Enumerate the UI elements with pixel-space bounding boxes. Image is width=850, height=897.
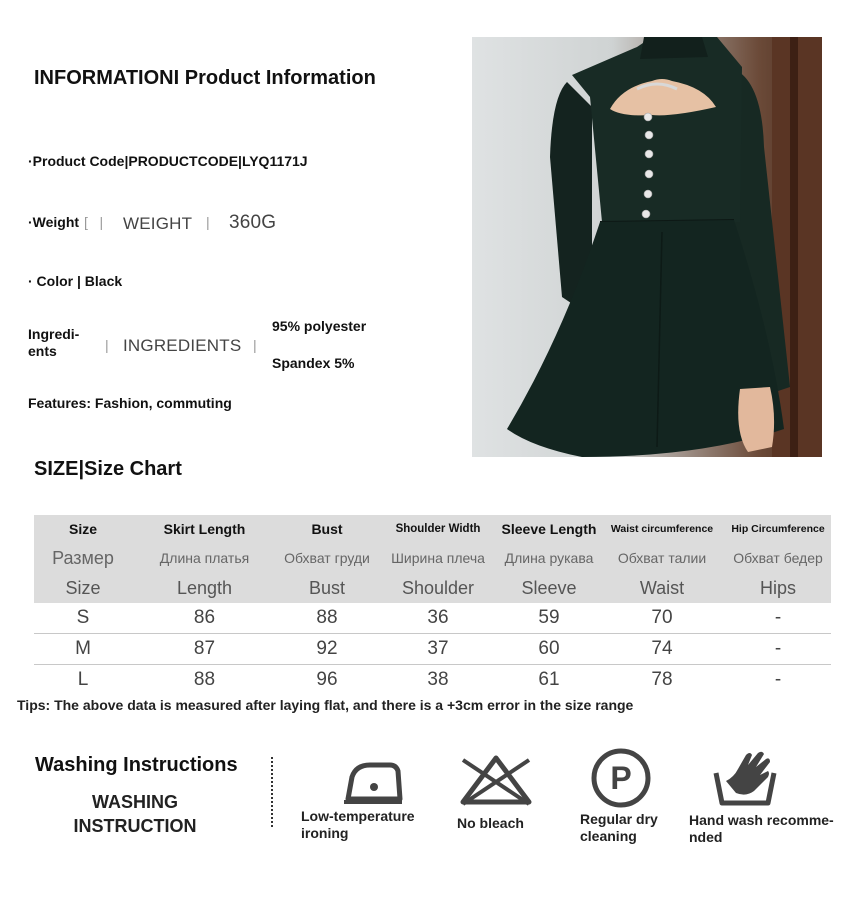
divider <box>271 757 273 827</box>
table-header-cell: Length <box>132 573 277 603</box>
ingredient-1: 95% polyester <box>272 318 367 334</box>
table-header-cell: Hip Circumference <box>725 515 831 543</box>
size-table <box>34 515 831 695</box>
dress-illustration <box>472 37 822 457</box>
table-header-cell: Размер <box>34 543 132 573</box>
table-cell: 36 <box>377 603 499 634</box>
ingredients-en: INGREDIENTS <box>123 336 242 355</box>
table-header-cell: Hips <box>725 573 831 603</box>
no-bleach-icon <box>457 752 535 813</box>
care-label: Hand wash recomme-nded <box>689 812 834 845</box>
table-cell: - <box>725 603 831 634</box>
table-row <box>34 603 831 634</box>
weight-en: WEIGHT <box>123 214 193 233</box>
color-info: · Color | Black <box>28 273 123 289</box>
separator: | <box>105 337 109 353</box>
table-header-cell: Ширина плеча <box>377 543 499 573</box>
table-cell: 88 <box>193 669 216 690</box>
table-header-cell: Sleeve Length <box>499 515 599 543</box>
svg-text:P: P <box>610 760 632 796</box>
table-header-cell: Обхват груди <box>277 543 377 573</box>
table-cell: M <box>34 634 132 665</box>
size-tips: Tips: The above data is measured after laying flat, and there is a +3cm error in the size range <box>17 697 634 713</box>
table-cell: 37 <box>377 634 499 665</box>
washing-title: Washing Instructions <box>35 754 238 776</box>
table-header-cell: Длина платья <box>132 543 277 573</box>
table-cell: 86 <box>132 603 277 634</box>
hand-wash-icon <box>712 747 778 814</box>
washing-subtitle: WASHING INSTRUCTION <box>73 792 197 836</box>
table-cell: 78 <box>651 669 673 690</box>
table-header-cell: Bust <box>277 515 377 543</box>
table-cell: L <box>77 669 89 690</box>
table-header-cell: Skirt Length <box>132 515 277 543</box>
table-header-cell: Shoulder <box>377 573 499 603</box>
info-title: INFORMATIONI Product Information <box>34 67 376 89</box>
care-label: Low-temperature ironing <box>301 808 415 841</box>
table-header-cell: Обхват бедер <box>725 543 831 573</box>
features-info: Features: Fashion, commuting <box>28 395 232 411</box>
weight-label: ·Weight <box>28 214 80 230</box>
table-header-row-short <box>34 573 831 603</box>
table-header-cell: Waist <box>599 573 725 603</box>
table-cell: 88 <box>277 603 377 634</box>
ingredient-2: Spandex 5% <box>272 355 355 371</box>
size-chart-title: SIZE|Size Chart <box>34 458 182 480</box>
separator: | <box>253 337 257 353</box>
table-header-cell: Shoulder Width <box>377 515 499 543</box>
table-cell: 96 <box>316 669 338 690</box>
table-cell: - <box>774 669 782 690</box>
table-row <box>34 634 831 665</box>
table-header-cell: Waist circumference <box>599 515 725 543</box>
table-cell: - <box>725 634 831 665</box>
table-cell: S <box>34 603 132 634</box>
table-header-cell: Bust <box>277 573 377 603</box>
care-label: No bleach <box>457 815 524 831</box>
low-temperature-iron-icon <box>340 755 404 810</box>
table-header-cell: Sleeve <box>499 573 599 603</box>
table-cell: 59 <box>499 603 599 634</box>
table-cell: 74 <box>599 634 725 665</box>
table-header-cell: Обхват талии <box>599 543 725 573</box>
product-photo <box>472 37 822 457</box>
table-header-row-en <box>34 515 831 543</box>
table-cell: 92 <box>277 634 377 665</box>
dry-clean-p-icon <box>590 747 652 814</box>
care-label: Regular dry cleaning <box>580 811 658 844</box>
table-header-cell: Size <box>34 573 132 603</box>
ingredients-label: Ingredi- ents <box>28 326 80 359</box>
separator: | <box>206 214 210 230</box>
table-cell: 70 <box>599 603 725 634</box>
table-row <box>34 665 831 696</box>
product-code: ·Product Code|PRODUCTCODE|LYQ1171J <box>28 153 308 169</box>
table-cell: 38 <box>427 669 449 690</box>
separator: [ | <box>84 214 104 230</box>
table-cell: 87 <box>132 634 277 665</box>
table-header-row-ru <box>34 543 831 573</box>
table-cell: 61 <box>538 669 560 690</box>
table-header-cell: Size <box>34 515 132 543</box>
weight-value: 360G <box>229 212 277 233</box>
table-cell: 60 <box>499 634 599 665</box>
table-header-cell: Длина рукава <box>499 543 599 573</box>
